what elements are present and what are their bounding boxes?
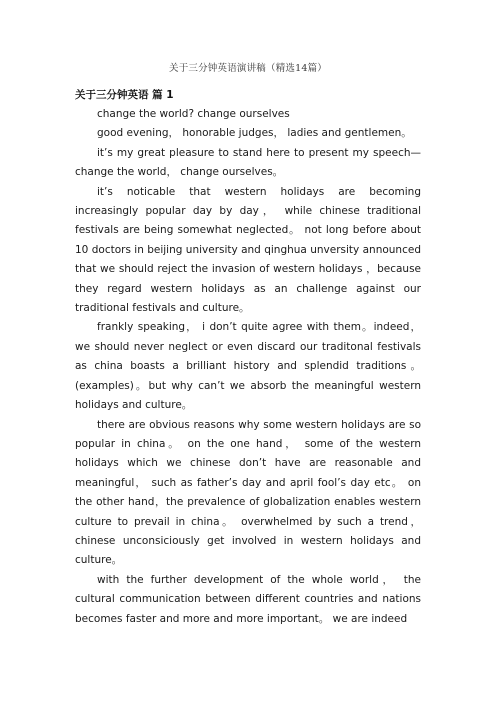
paragraph: it’s my great pleasure to stand here to present my speech—change the world， change ourselves。 — [75, 146, 421, 179]
paragraph: good evening， honorable judges， ladies and gentlemen。 — [97, 127, 412, 140]
section-heading: 关于三分钟英语 篇 1 — [75, 89, 174, 101]
document-body — [75, 86, 421, 629]
paragraph: with the further development of the whole world， the cultural communication between different countries and nations becomes faster and more and more important。 we are indeed — [75, 573, 421, 625]
paragraph: change the world? change ourselves — [97, 108, 290, 120]
paragraph: there are obvious reasons why some western holidays are so popular in china。 on the one hand， some of the western holidays which we chinese don’t have are reasonable and meaningful， such as father’s day and april fool’s day etc。 on the other hand，the prevalence of globalization enables western culture to prevail in china。 overwhelmed by such a trend， chinese unconsiciously get involved in western holidays and culture。 — [75, 418, 421, 567]
paragraph: frankly speaking， i don’t quite agree with them。indeed，we should never neglect or even discard our traditonal festivals as china boasts a brilliant history and splendid traditions。(examples)。but why can’t we absorb the meaningful western holidays and culture。 — [75, 321, 421, 412]
paragraph: it’s noticable that western holidays are becoming increasingly popular day by day， while chinese traditional festivals are being somewhat neglected。 not long before about 10 doctors in beijing university and qinghua unversity announced that we should reject the invasion of western holidays ，because they regard western holidays as an challenge against our traditional festivals and culture。 — [75, 185, 421, 315]
document-header: 关于三分钟英语演讲稿（精选14篇） — [169, 63, 327, 74]
